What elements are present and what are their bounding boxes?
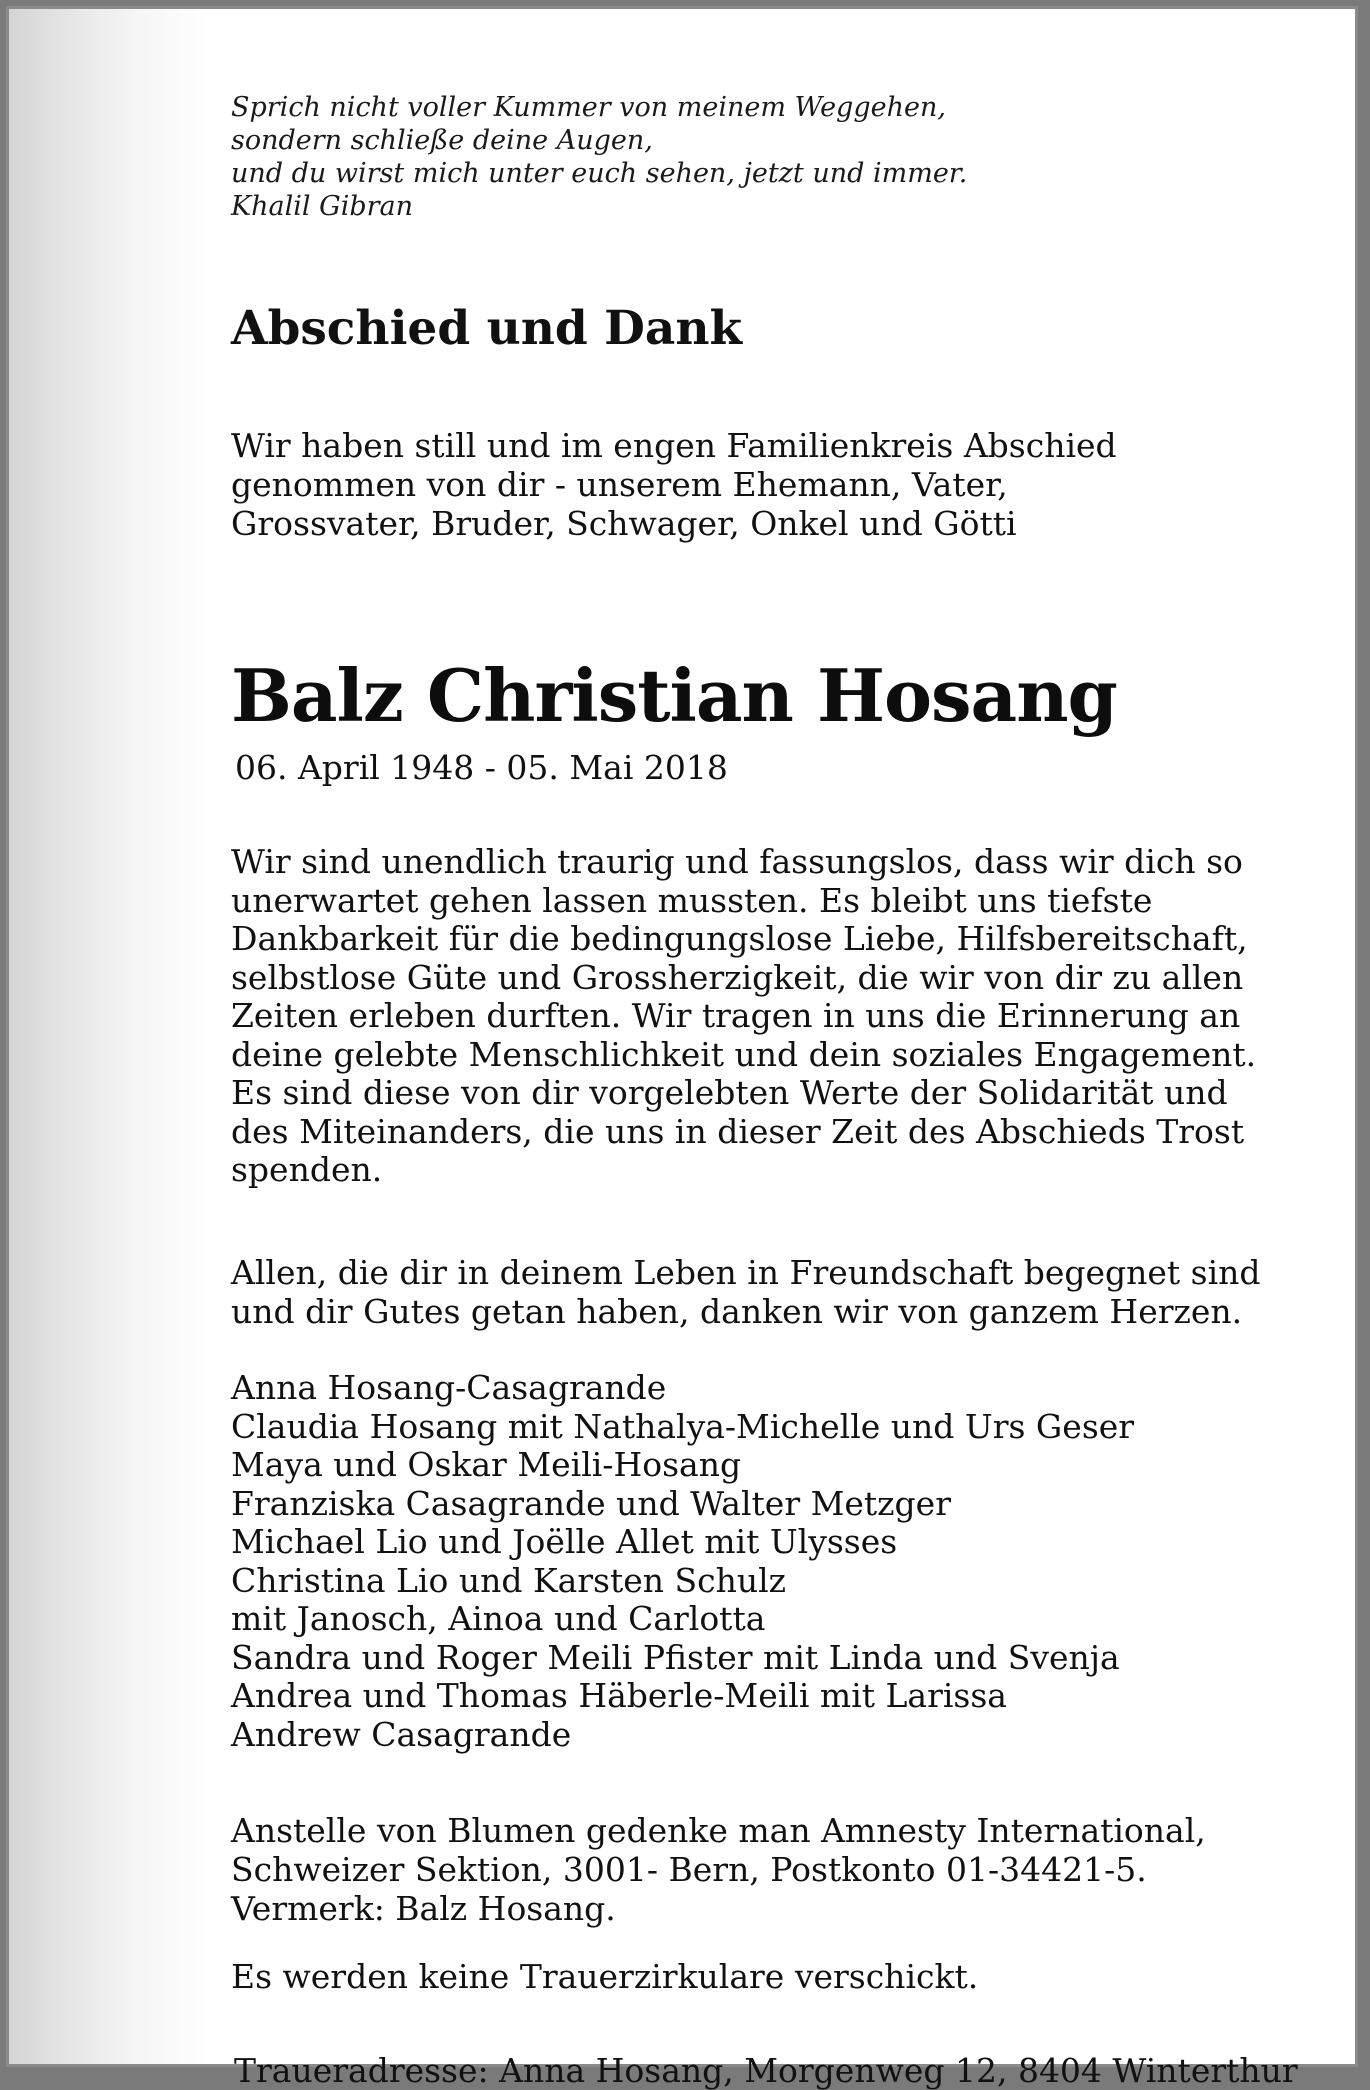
donation-line: Schweizer Sektion, 3001- Bern, Postkonto 01-34421-5.: [231, 1850, 1147, 1889]
donation-line: Anstelle von Blumen gedenke man Amnesty International,: [231, 1811, 1206, 1850]
thanks-paragraph: [231, 1253, 1261, 1331]
mourning-address: Traueradresse: Anna Hosang, Morgenweg 12, 8404 Winterthur: [234, 2051, 1298, 2090]
quote-line: sondern schließe deine Augen,: [231, 125, 653, 156]
mourner-item: Maya und Oskar Meili-Hosang: [231, 1445, 742, 1484]
mourner-item: Andrea und Thomas Häberle-Meili mit Larissa: [231, 1676, 1007, 1715]
quote-line: und du wirst mich unter euch sehen, jetzt und immer.: [231, 158, 968, 189]
mourner-item: Franziska Casagrande und Walter Metzger: [231, 1483, 951, 1523]
obituary-content: [231, 91, 1301, 2090]
tribute-line: Es sind diese von dir vorgelebten Werte der Solidarität und: [231, 1073, 1228, 1112]
thanks-line: Allen, die dir in deinem Leben in Freundschaft begegnet sind: [231, 1253, 1261, 1292]
obituary-page: [6, 6, 1358, 2090]
thanks-line: und dir Gutes getan haben, danken wir von ganzem Herzen.: [231, 1292, 1243, 1331]
intro-line: genommen von dir - unserem Ehemann, Vater,: [231, 465, 1008, 504]
mourner-item: Sandra und Roger Meili Pfister mit Linda und Svenja: [231, 1637, 1120, 1677]
life-dates: 06. April 1948 - 05. Mai 2018: [235, 748, 728, 787]
mourner-item: Christina Lio und Karsten Schulz: [231, 1560, 787, 1600]
intro-paragraph: [231, 426, 1117, 543]
mourners-list: [231, 1369, 1134, 1754]
tribute-line: unerwartet gehen lassen mussten. Es bleibt uns tiefste: [231, 880, 1153, 920]
tribute-line: Dankbarkeit für die bedingungslose Liebe, Hilfsbereitschaft,: [231, 919, 1248, 958]
tribute-line: deine gelebte Menschlichkeit und dein soziales Engagement.: [231, 1034, 1257, 1074]
mourner-item: Michael Lio und Joëlle Allet mit Ulysses: [231, 1522, 898, 1561]
deceased-name: Balz Christian Hosang: [231, 653, 1117, 738]
page-title: Abschied und Dank: [231, 301, 743, 356]
tribute-line: spenden.: [231, 1150, 383, 1189]
donation-line: Vermerk: Balz Hosang.: [231, 1889, 616, 1928]
intro-line: Grossvater, Bruder, Schwager, Onkel und Götti: [231, 504, 1017, 543]
quote-author: Khalil Gibran: [231, 191, 414, 222]
no-circulars-notice: Es werden keine Trauerzirkulare verschickt.: [231, 1957, 979, 1996]
mourner-item: Anna Hosang-Casagrande: [231, 1368, 667, 1407]
tribute-paragraph: [231, 843, 1256, 1190]
tribute-line: des Miteinanders, die uns in dieser Zeit des Abschieds Trost: [231, 1111, 1245, 1151]
quote: [231, 91, 1301, 223]
tribute-line: Zeiten erleben durften. Wir tragen in uns die Erinnerung an: [231, 996, 1241, 1035]
mourner-item: Andrew Casagrande: [231, 1714, 572, 1754]
intro-line: Wir haben still und im engen Familienkreis Abschied: [231, 426, 1117, 465]
donation-notice: [231, 1811, 1206, 1928]
mourner-item: Claudia Hosang mit Nathalya-Michelle und Urs Geser: [231, 1406, 1135, 1446]
tribute-line: Wir sind unendlich traurig und fassungslos, dass wir dich so: [231, 842, 1243, 881]
mourner-item: mit Janosch, Ainoa und Carlotta: [231, 1599, 766, 1638]
quote-line: Sprich nicht voller Kummer von meinem Weggehen,: [231, 92, 946, 123]
tribute-line: selbstlose Güte und Grossherzigkeit, die wir von dir zu allen: [231, 957, 1244, 997]
